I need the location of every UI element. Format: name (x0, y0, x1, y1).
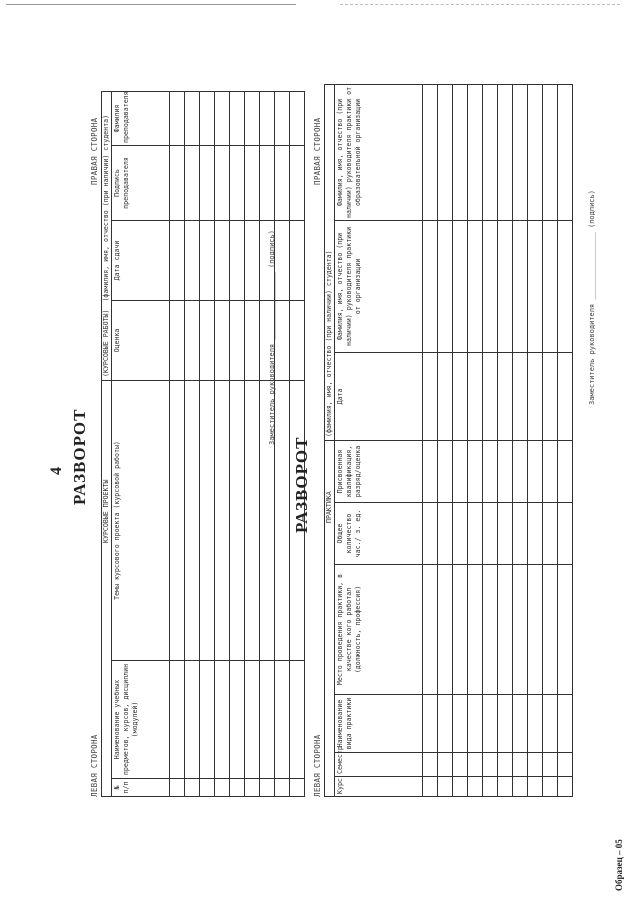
table-row (468, 84, 483, 796)
col-qualification: Присвоенная квалификация, разряд/оценка (335, 440, 423, 502)
spread1-group-left: КУРСОВЫЕ ПРОЕКТЫ (102, 381, 112, 797)
col-practice-type: Наименование вида практики (335, 695, 423, 753)
col-grade: Оценка (112, 301, 170, 381)
col-total-hours: Общее количество час./ з. ед. (335, 503, 423, 565)
col-teacher-name: Фамилия преподавателя (112, 91, 170, 145)
col-date: Дата (335, 352, 423, 440)
spread2-group-right: (фамилия, имя, отчество (при наличии) студента) (325, 84, 335, 440)
table-row (423, 84, 438, 796)
table-row (275, 91, 290, 796)
spread2-group-left: ПРАКТИКА (325, 440, 335, 796)
col-number: № п/п (112, 779, 170, 797)
col-topic: Темы курсового проекта (курсовой работы) (112, 381, 170, 661)
col-course: Курс (335, 777, 423, 797)
col-date: Дата сдачи (112, 221, 170, 301)
table-row (170, 91, 185, 796)
spread1-heading: РАЗВОРОТ (70, 408, 89, 505)
table-row (215, 91, 230, 796)
table-row (230, 91, 245, 796)
table-row (558, 84, 573, 796)
table-row (513, 84, 528, 796)
table-row (483, 84, 498, 796)
spread1-right-side-label: ПРАВАЯ СТОРОНА (90, 117, 99, 185)
table-row (438, 84, 453, 796)
spread2-footer: Заместитель руководителя ________________ (подпись) (588, 190, 596, 405)
sample-stamp: Образец – 05 (614, 839, 624, 891)
table-row (528, 84, 543, 796)
table-row (245, 91, 260, 796)
spread2-heading: РАЗВОРОТ (292, 436, 311, 533)
spread1-group-right: (КУРСОВЫЕ РАБОТЫ) (фамилия, имя, отчество (при наличии) студента) (102, 91, 112, 380)
col-org-supervisor: Фамилия, имя, отчество (при наличии) руководителя практики от организации (335, 220, 423, 352)
table-row (453, 84, 468, 796)
spread1-footer: Заместитель руководителя ________________ (подпись) (268, 230, 276, 445)
table-row (185, 91, 200, 796)
page-number: 4 (48, 467, 65, 475)
spread2-table (324, 84, 573, 797)
spread1-left-side-label: ЛЕВАЯ СТОРОНА (90, 734, 99, 797)
table-row (200, 91, 215, 796)
table-row (543, 84, 558, 796)
table-row (498, 84, 513, 796)
col-semester: Семестр (335, 753, 423, 777)
col-edu-supervisor: Фамилия, имя, отчество (при наличии) руководителя практики от образовательной организации (335, 84, 423, 220)
spread2-left-side-label: ЛЕВАЯ СТОРОНА (313, 734, 322, 797)
col-practice-place: Место проведения практики, в качестве кого работал (должность, профессия) (335, 565, 423, 695)
spread2-right-side-label: ПРАВАЯ СТОРОНА (313, 117, 322, 185)
col-teacher-signature: Подпись преподавателя (112, 146, 170, 221)
col-subject: Наименование учебных предметов, курсов, дисциплин (модулей) (112, 661, 170, 779)
